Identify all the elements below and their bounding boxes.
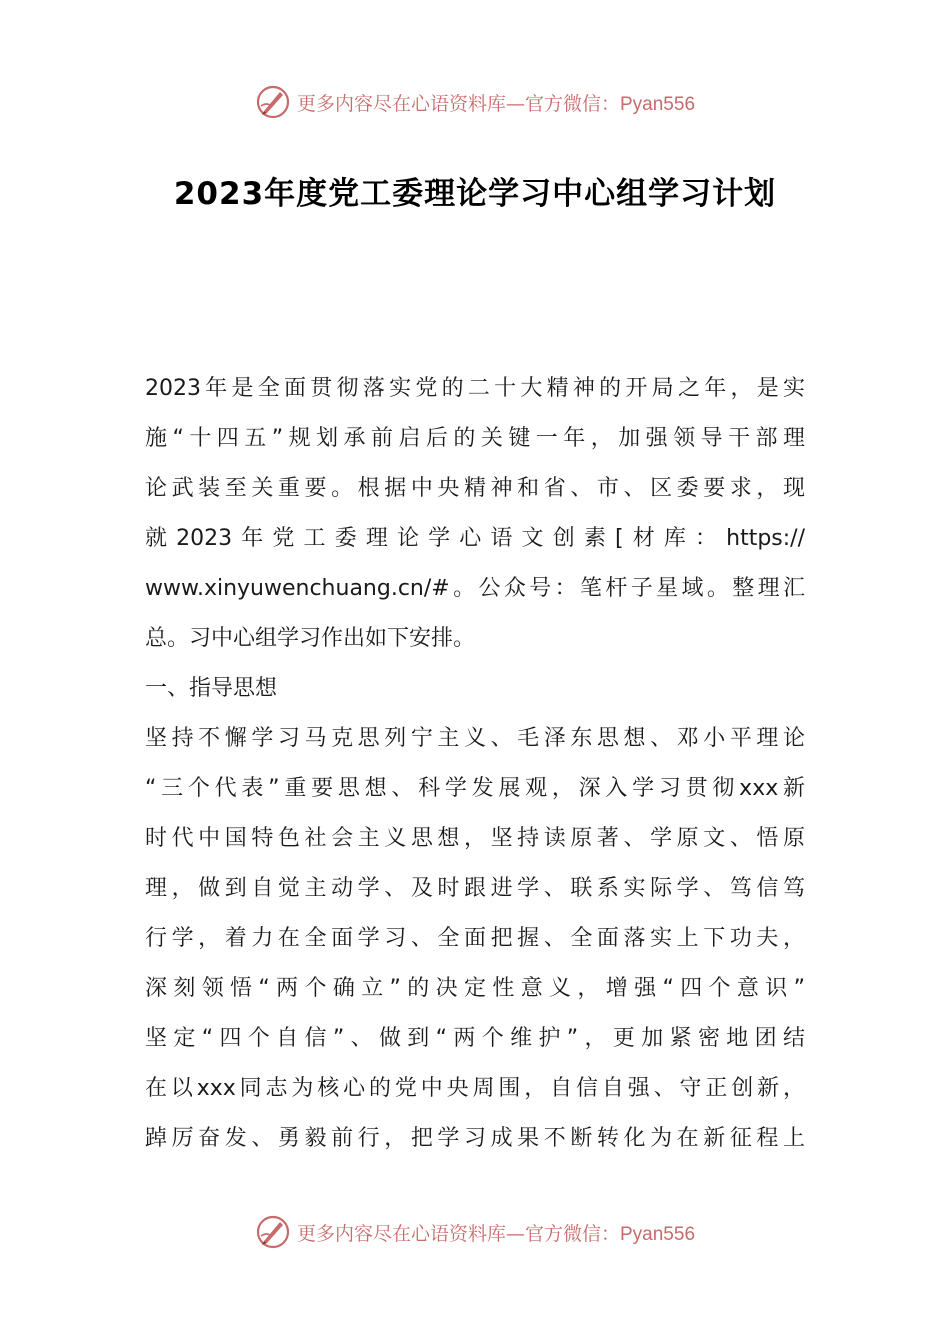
- body-line: 时代中国特色社会主义思想，坚持读原著、学原文、悟原: [145, 826, 805, 851]
- header-watermark: [0, 82, 950, 122]
- watermark-separator: —: [505, 92, 525, 115]
- body-line: 就2023年党工委理论学心语文创素[材库：https://: [145, 526, 805, 551]
- body-line: 理，做到自觉主动学、及时跟进学、联系实际学、笃信笃: [145, 876, 805, 901]
- body-line: 总。习中心组学习作出如下安排。: [145, 626, 476, 651]
- document-title: 2023年度党工委理论学习中心组学习计划: [173, 176, 777, 212]
- body-line: “三个代表”重要思想、科学发展观，深入学习贯彻xxx新: [145, 776, 805, 801]
- watermark-contact-id: Pyan556: [620, 1223, 696, 1245]
- body-line: 踔厉奋发、勇毅前行，把学习成果不断转化为在新征程上: [145, 1126, 805, 1151]
- body-line: 施“十四五”规划承前启后的关键一年，加强领导干部理: [145, 426, 805, 451]
- body-line: 行学，着力在全面学习、全面把握、全面落实上下功夫，: [145, 926, 805, 951]
- watermark-label: 更多内容尽在心语资料库: [296, 92, 506, 115]
- document-body: [145, 364, 805, 1164]
- pen-logo-icon: [255, 84, 291, 120]
- body-line: 2023年是全面贯彻落实党的二十大精神的开局之年，是实: [145, 376, 805, 401]
- watermark-contact-prefix: 官方微信：: [524, 1222, 620, 1245]
- body-line: 深刻领悟“两个确立”的决定性意义，增强“四个意识”: [145, 976, 805, 1001]
- watermark-separator: —: [505, 1222, 525, 1245]
- pen-logo-icon: [255, 1214, 291, 1250]
- body-line: 坚定“四个自信”、做到“两个维护”，更加紧密地团结: [145, 1026, 805, 1051]
- body-line: www.xinyuwenchuang.cn/#。公众号：笔杆子星域。整理汇: [145, 576, 805, 601]
- body-line: 在以xxx同志为核心的党中央周围，自信自强、守正创新，: [145, 1076, 805, 1101]
- section-heading: 一、指导思想: [145, 676, 278, 701]
- body-line: 论武装至关重要。根据中央精神和省、市、区委要求，现: [145, 476, 805, 501]
- footer-watermark: [0, 1212, 950, 1252]
- watermark-label: 更多内容尽在心语资料库: [296, 1222, 506, 1245]
- watermark-text: [297, 1219, 695, 1246]
- watermark-contact-prefix: 官方微信：: [524, 92, 620, 115]
- watermark-contact-id: Pyan556: [620, 93, 696, 115]
- body-line: 坚持不懈学习马克思列宁主义、毛泽东思想、邓小平理论: [145, 726, 805, 751]
- watermark-text: [297, 89, 695, 116]
